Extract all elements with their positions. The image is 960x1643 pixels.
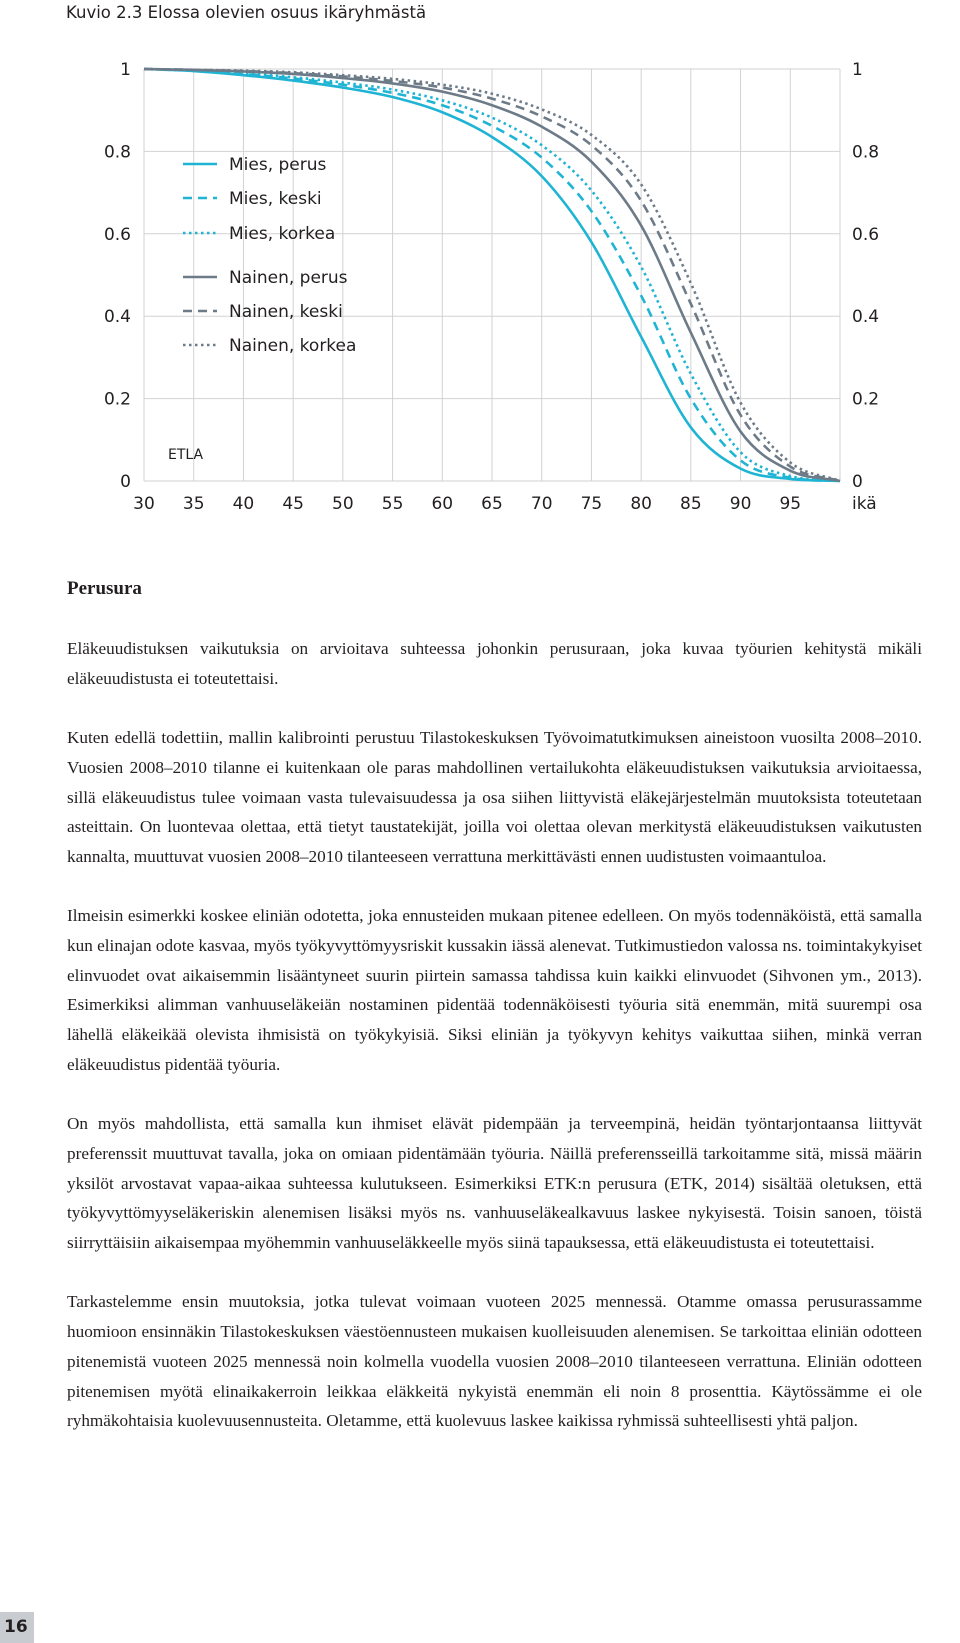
paragraph: Eläkeuudistuksen vaikutuksia on arvioitava suhteessa johonkin perusuraan, joka kuvaa työurien kehitystä mikäli eläkeuudistusta ei toteutettaisi. (67, 639, 922, 688)
y-tick-label-left: 0.2 (103, 389, 131, 410)
y-tick-label-left: 1 (120, 60, 131, 80)
legend-label: Nainen, perus (229, 268, 348, 288)
y-tick-label-left: 0.4 (103, 307, 131, 328)
legend-label: Nainen, keski (229, 302, 343, 322)
y-tick-label-left: 0 (120, 472, 131, 492)
x-tick-label: 70 (530, 494, 553, 514)
y-tick-label-right: 0.4 (852, 307, 880, 328)
body-text (67, 634, 922, 1466)
survival-chart (0, 0, 960, 530)
paragraph: Ilmeisin esimerkki koskee eliniän odotetta, joka ennusteiden mukaan pitenee edelleen. On myös todennäköistä, että samalla kun elinajan odote kasvaa, myös työkyvyttömyysriskit kussakin iässä alenevat. Tutkimustiedon valossa ns. toimintakykyiset elinvuodet ovat aikaisemmin lisääntyneet suurin piirtein samassa tahdissa kuin kaikki elinvuodet (Sihvonen ym., 2013). Esimerkiksi alimman vanhuuseläkeiän nostaminen pidentää todennäköisesti työuria sitä enemmän, mitä suurempi osa lähellä eläkeikää olevista ihmisistä on työkykyisiä. Siksi eliniän ja työkyvyn kehitys vaikuttaa siihen, minkä verran eläkeuudistus pidentää työuria. (67, 906, 922, 1074)
x-axis-label: ikä (852, 494, 877, 514)
x-tick-label: 90 (729, 494, 752, 514)
figure-caption: Kuvio 2.3 Elossa olevien osuus ikäryhmästä (66, 3, 427, 22)
y-tick-label-left: 0.6 (103, 224, 131, 245)
x-tick-label: 30 (133, 494, 155, 514)
legend-label: Mies, perus (229, 155, 327, 175)
x-tick-label: 55 (381, 494, 404, 514)
watermark-etla: ETLA (168, 447, 204, 463)
y-tick-label-right: 0 (852, 472, 863, 492)
paragraph: Kuten edellä todettiin, mallin kalibrointi perustuu Tilastokeskuksen Työvoimatutkimuksen aineistoon vuosilta 2008–2010. Vuosien 2008–2010 tilanne ei kuitenkaan ole paras mahdollinen vertailukohta eläkeuudistuksen vaikutuksia arvioitaessa, sillä eläkeuudistus tulee voimaan vasta tulevaisuudessa ja osa siihen liittyvistä eläkejärjestelmän muutoksista toteutetaan asteittain. On luontevaa olettaa, että tietyt taustatekijät, joilla voi olettaa olevan merkitystä eläkeuudistuksen vaikutusten kannalta, muuttuvat vuosien 2008–2010 tilanteeseen verrattuna merkittävästi ennen uudistusten voimaantuloa. (67, 728, 922, 866)
chart-legend (183, 155, 356, 356)
y-tick-label-right: 0.8 (852, 142, 880, 163)
x-tick-label: 85 (680, 494, 702, 514)
x-tick-label: 50 (332, 494, 354, 514)
y-tick-label-right: 1 (852, 60, 863, 80)
y-tick-label-right: 0.2 (852, 389, 880, 410)
section-heading: Perusura (67, 578, 142, 599)
y-tick-label-left: 0.8 (103, 142, 131, 163)
legend-label: Mies, korkea (229, 224, 336, 244)
page-number: 16 (0, 1612, 34, 1643)
paragraph: Tarkastelemme ensin muutoksia, jotka tulevat voimaan vuoteen 2025 mennessä. Otamme omassa perusurassamme huomioon ensinnäkin Tilastokeskuksen väestöennusteen mukaisen kuolleisuuden alenemisen. Se tarkoittaa eliniän odotteen pitenemistä vuoteen 2025 mennessä noin kolmella vuodella vuosien 2008–2010 tilanteeseen verrattuna. Eliniän odotteen pitenemisen myötä elinaikakerroin leikkaa eläkkeitä nykyistä enemmän eli noin 8 prosenttia. Käytössämme ei ole ryhmäkohtaisia kuolevuusennusteita. Oletamme, että kuolevuus laskee kaikissa ryhmissä suhteellisesti yhtä paljon. (67, 1292, 922, 1431)
x-tick-label: 80 (630, 494, 652, 514)
y-tick-label-right: 0.6 (852, 224, 880, 245)
legend-label: Mies, keski (229, 189, 322, 209)
x-tick-label: 45 (282, 494, 304, 514)
x-tick-label: 95 (779, 494, 802, 514)
x-tick-label: 40 (232, 494, 255, 514)
x-tick-label: 75 (580, 494, 603, 514)
legend-label: Nainen, korkea (229, 336, 357, 356)
x-tick-label: 65 (481, 494, 503, 514)
x-tick-label: 35 (182, 494, 205, 514)
paragraph: On myös mahdollista, että samalla kun ihmiset elävät pidempään ja terveempinä, heidän työntarjontaansa liittyvät preferenssit muuttuvat tavalla, joka on omiaan pidentämään työuria. Näillä preferensseillä tarkoitamme sitä, missä määrin yksilöt arvostavat vapaa-aikaa suhteessa kulutukseen. Esimerkiksi ETK:n perusura (ETK, 2014) sisältää oletuksen, että työkyvyttömyyseläkeriskin alenemisen lisäksi myös ns. vanhuuseläkealkavuus laskee nykyisestä. Toisin sanoen, töistä siirryttäisiin aikaisempaa myöhemmin vanhuuseläkkeelle myös siinä tapauksessa, että eläkeuudistusta ei toteutettaisi. (67, 1114, 922, 1253)
x-tick-label: 60 (431, 494, 454, 514)
